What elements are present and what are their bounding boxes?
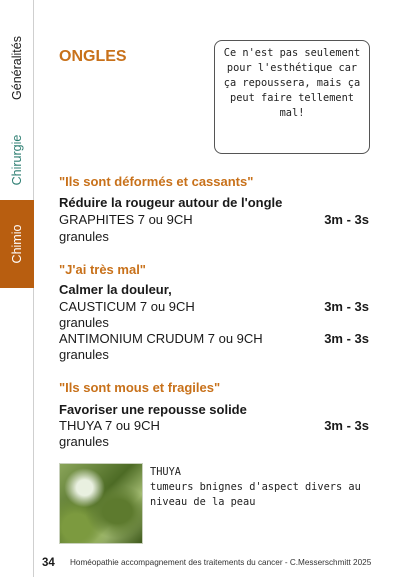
section-subtitle: Favoriser une repousse solide [59, 402, 247, 417]
tab-generalites[interactable] [0, 18, 34, 118]
page-title: ONGLES [59, 48, 127, 65]
remedy-form: granules [59, 347, 109, 362]
note-box: Ce n'est pas seulement pour l'esthétique car ça repoussera, mais ça peut faire tellement mal! [214, 40, 370, 154]
remedy-form: granules [59, 315, 109, 330]
section-heading: "J'ai très mal" [59, 262, 146, 277]
tab-chimio-label: Chimio [10, 224, 24, 264]
sidebar [0, 0, 34, 577]
section-subtitle: Réduire la rougeur autour de l'ongle [59, 195, 283, 210]
footer-text: Homéopathie accompagnement des traitements du cancer - C.Messerschmitt 2025 [70, 558, 372, 567]
remedy-dose: 3m - 3s [324, 331, 369, 346]
tab-chirurgie[interactable] [0, 120, 34, 200]
thuya-photo [59, 463, 143, 544]
remedy-form: granules [59, 434, 109, 449]
section-heading: "Ils sont déformés et cassants" [59, 174, 254, 189]
tab-generalites-label: Généralités [10, 36, 24, 100]
page-number: 34 [42, 557, 55, 569]
tab-chimio[interactable] [0, 200, 34, 288]
remedy-name: ANTIMONIUM CRUDUM 7 ou 9CH [59, 331, 263, 346]
section-heading: "Ils sont mous et fragiles" [59, 380, 221, 395]
photo-caption-title: THUYA [150, 466, 181, 478]
section-subtitle: Calmer la douleur, [59, 282, 172, 297]
remedy-form: granules [59, 229, 109, 244]
photo-caption-text: tumeurs bnignes d'aspect divers au niveau de la peau [150, 481, 361, 508]
remedy-name: THUYA 7 ou 9CH [59, 418, 160, 433]
remedy-name: CAUSTICUM 7 ou 9CH [59, 299, 195, 314]
photo-caption [150, 465, 380, 510]
remedy-dose: 3m - 3s [324, 299, 369, 314]
remedy-dose: 3m - 3s [324, 418, 369, 433]
tab-chirurgie-label: Chirurgie [10, 134, 24, 186]
remedy-name: GRAPHITES 7 ou 9CH [59, 212, 193, 227]
remedy-dose: 3m - 3s [324, 212, 369, 227]
